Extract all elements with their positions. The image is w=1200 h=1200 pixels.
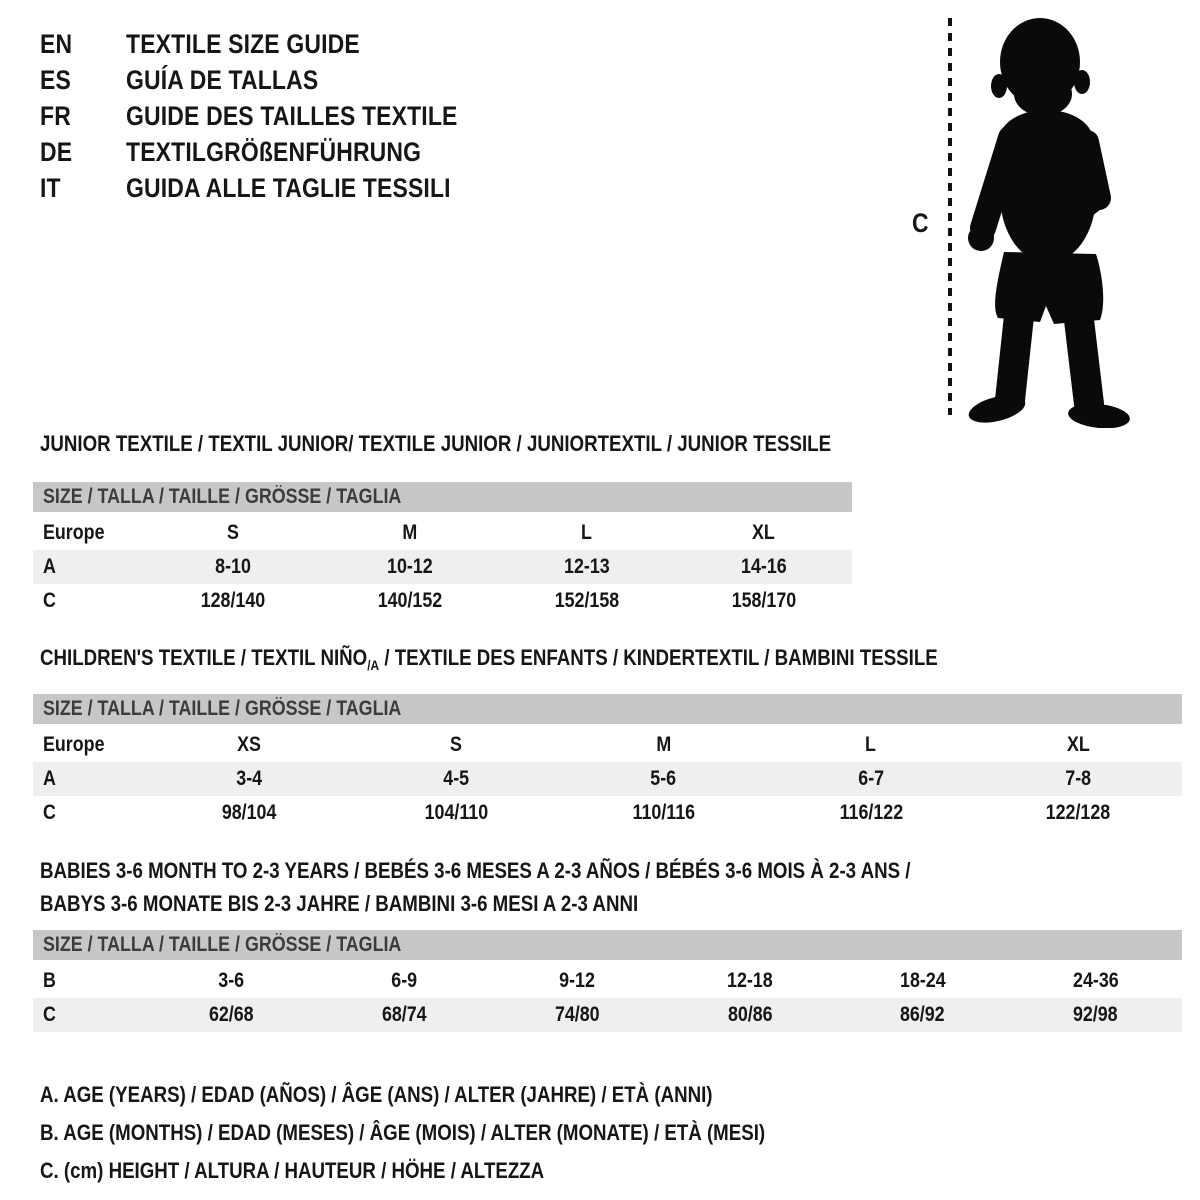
section-title-babies: BABIES 3-6 MONTH TO 2-3 YEARS / BEBÉS 3-6 MESES A 2-3 AÑOS / BÉBÉS 3-6 MOIS À 2-3 ANS / BABYS 3-6 MONATE BIS 2-3 JAHRE / BAMBINI 3-6 MESI A 2-3 ANNI (40, 858, 911, 916)
table-cell: M (402, 521, 418, 544)
table-cell: 10-12 (322, 550, 499, 584)
table-cell: 104/110 (424, 801, 488, 824)
table-cell: 6-7 (767, 762, 974, 796)
guide-title-es: GUÍA DE TALLAS (125, 65, 319, 95)
nino-a-subscript: /A (367, 657, 380, 673)
guide-title-en: TEXTILE SIZE GUIDE (125, 29, 360, 59)
table-cell: 140/152 (377, 589, 443, 612)
row-label: B (43, 969, 56, 992)
guide-title-fr: GUIDE DES TAILLES TEXTILE (125, 101, 458, 131)
legend-row-b: B. AGE (MONTHS) / EDAD (MESES) / ÂGE (MOIS) / ALTER (MONATE) / ETÀ (MESI) (40, 1120, 766, 1145)
table-cell: 98/104 (221, 801, 276, 824)
table-cell: 122/128 (1046, 801, 1111, 824)
table-cell: 158/170 (731, 589, 796, 612)
table-cell: XS (236, 733, 261, 756)
table-cell: L (865, 733, 877, 756)
table-cell: 3-6 (218, 969, 245, 992)
language-code: IT (40, 173, 61, 203)
table-cell: L (581, 521, 593, 544)
table-cell: 9-12 (559, 969, 595, 992)
table-cell: 7-8 (975, 762, 1182, 796)
guide-title-de: TEXTILGRÖßENFÜHRUNG (125, 137, 421, 167)
guide-title-it: GUIDA ALLE TAGLIE TESSILI (125, 173, 451, 203)
table-cell: XL (752, 521, 776, 544)
height-figure (880, 10, 1170, 428)
table-cell: 4-5 (352, 762, 559, 796)
language-title-list (40, 26, 516, 206)
toddler-silhouette-icon (966, 18, 1131, 428)
table-cell: 3-4 (145, 762, 352, 796)
table-cell: 68/74 (318, 998, 491, 1032)
legend-row-c: C. (cm) HEIGHT / ALTURA / HAUTEUR / HÖHE / ALTEZZA (40, 1158, 545, 1183)
table-cell: M (656, 733, 671, 756)
row-label: C (33, 998, 145, 1032)
row-label: C (43, 589, 56, 612)
size-table-header: SIZE / TALLA / TAILLE / GRÖSSE / TAGLIA (33, 482, 852, 516)
table-cell: 5-6 (560, 762, 767, 796)
table-cell: 128/140 (201, 589, 266, 612)
table-cell: 62/68 (145, 998, 318, 1032)
table-cell: 116/122 (839, 801, 903, 824)
legend-row-a: A. AGE (YEARS) / EDAD (AÑOS) / ÂGE (ANS) / ALTER (JAHRE) / ETÀ (ANNI) (40, 1082, 713, 1107)
table-cell: 18-24 (899, 969, 946, 992)
row-label: A (33, 762, 145, 796)
table-cell: XL (1066, 733, 1090, 756)
table-cell: S (450, 733, 463, 756)
section-title-children: CHILDREN'S TEXTILE / TEXTIL $NIÑO_{/A}$ / TEXTILE DES ENFANTS / KINDERTEXTIL / BAMBINI TESSILE (40, 645, 938, 673)
table-cell: 24-36 (1072, 969, 1119, 992)
table-cell: 14-16 (675, 550, 852, 584)
row-label: Europe (43, 733, 105, 756)
language-row-de (40, 134, 516, 170)
table-cell: 74/80 (491, 998, 664, 1032)
table-cell: 12-18 (727, 969, 773, 992)
table-cell: 80/86 (663, 998, 836, 1032)
table-cell: 152/158 (554, 589, 620, 612)
table-cell: S (227, 521, 240, 544)
row-label: Europe (43, 521, 105, 544)
size-table-header: SIZE / TALLA / TAILLE / GRÖSSE / TAGLIA (33, 694, 1182, 728)
section-title-junior: JUNIOR TEXTILE / TEXTIL JUNIOR/ TEXTILE JUNIOR / JUNIORTEXTIL / JUNIOR TESSILE (40, 431, 832, 456)
row-label: A (33, 550, 145, 584)
language-code: FR (40, 101, 71, 131)
babies-size-table (33, 930, 1182, 1032)
table-cell: 110/116 (632, 801, 695, 824)
table-cell: 8-10 (145, 550, 322, 584)
language-row-es (40, 62, 516, 98)
children-size-table (33, 694, 1182, 830)
table-cell: 6-9 (391, 969, 418, 992)
row-label: C (43, 801, 56, 824)
language-code: ES (40, 65, 71, 95)
language-row-it (40, 170, 516, 206)
table-cell: 92/98 (1009, 998, 1182, 1032)
size-tables (33, 432, 1182, 1190)
language-row-en (40, 26, 516, 62)
language-code: DE (40, 137, 73, 167)
junior-size-table (33, 482, 852, 618)
table-cell: 12-13 (499, 550, 676, 584)
language-row-fr (40, 98, 516, 134)
language-code: EN (40, 29, 73, 59)
measurement-legend (33, 1076, 1182, 1190)
size-table-header: SIZE / TALLA / TAILLE / GRÖSSE / TAGLIA (33, 930, 1182, 964)
measure-label-c: C (912, 208, 929, 238)
table-cell: 86/92 (836, 998, 1009, 1032)
